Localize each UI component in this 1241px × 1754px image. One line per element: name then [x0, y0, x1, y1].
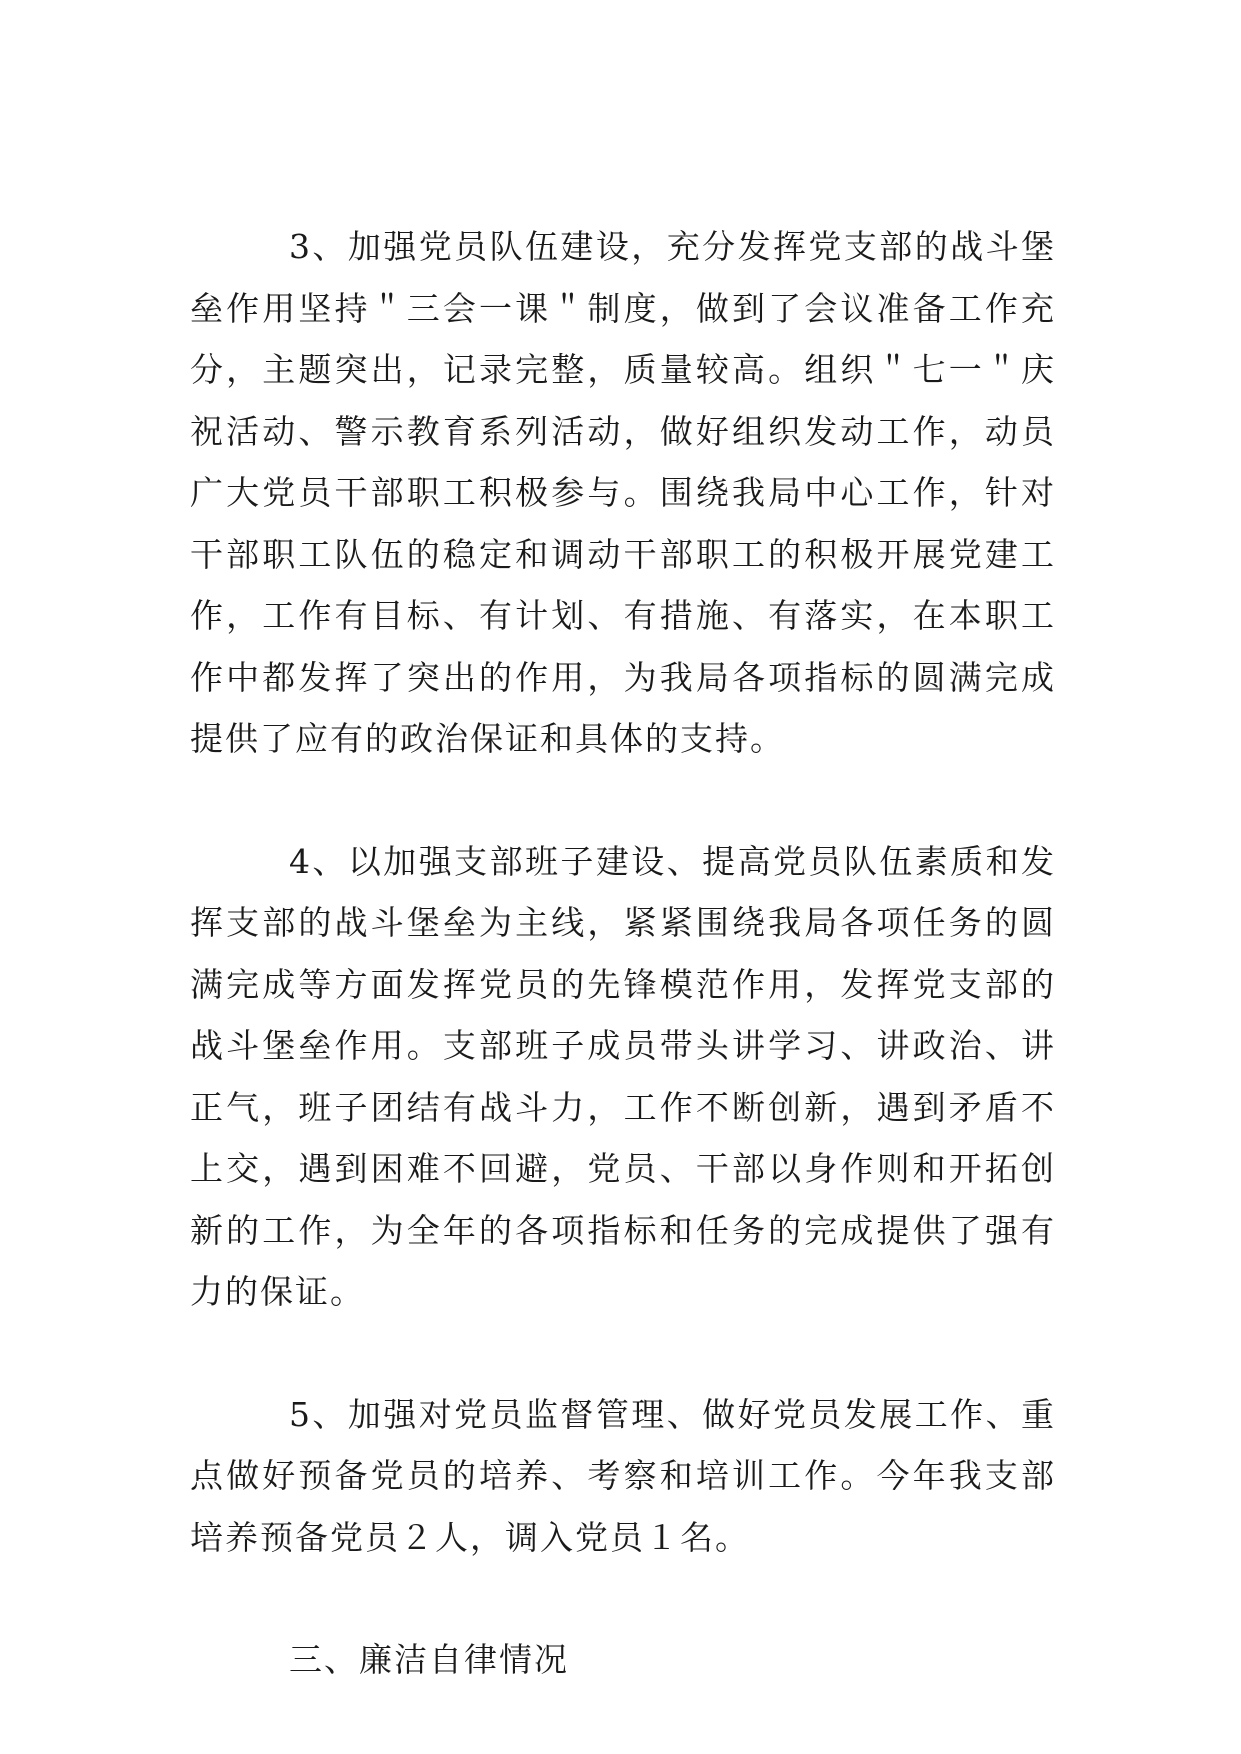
paragraph-3: 3、加强党员队伍建设，充分发挥党支部的战斗堡垒作用坚持＂三会一课＂制度，做到了会议准备工作充分，主题突出，记录完整，质量较高。组织＂七一＂庆祝活动、警示教育系列活动，做好组织发动工作，动员广大党员干部职工积极参与。围绕我局中心工作，针对干部职工队伍的稳定和调动干部职工的积极开展党建工作，工作有目标、有计划、有措施、有落实，在本职工作中都发挥了突出的作用，为我局各项指标的圆满完成提供了应有的政治保证和具体的支持。	[190, 227, 1056, 758]
section-heading: 三、廉洁自律情况	[289, 1640, 569, 1679]
document-body	[190, 216, 1056, 1724]
paragraph-4: 4、以加强支部班子建设、提高党员队伍素质和发挥支部的战斗堡垒为主线，紧紧围绕我局各项任务的圆满完成等方面发挥党员的先锋模范作用，发挥党支部的战斗堡垒作用。支部班子成员带头讲学习、讲政治、讲正气，班子团结有战斗力，工作不断创新，遇到矛盾不上交，遇到困难不回避，党员、干部以身作则和开拓创新的工作，为全年的各项指标和任务的完成提供了强有力的保证。	[190, 841, 1056, 1311]
paragraph-5: 5、加强对党员监督管理、做好党员发展工作、重点做好预备党员的培养、考察和培训工作。今年我支部培养预备党员２人，调入党员１名。	[190, 1394, 1056, 1557]
